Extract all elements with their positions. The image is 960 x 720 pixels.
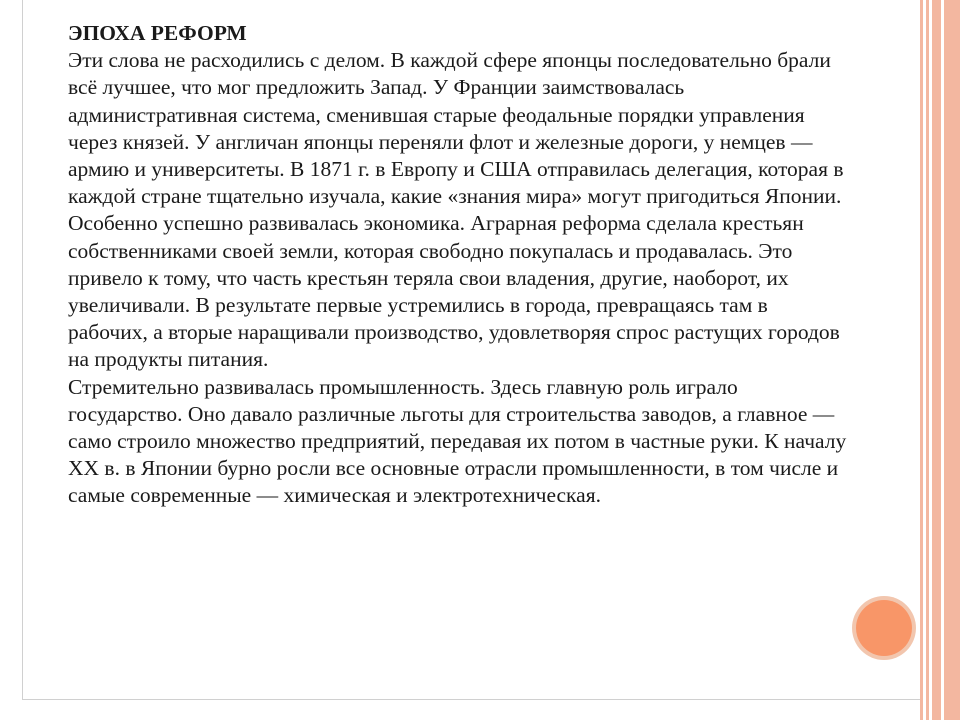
- paragraph-2: Особенно успешно развивалась экономика. Аграрная реформа сделала крестьян собственниками своей земли, которая свободно покупалась и продавалась. Это привело к тому, что часть крестьян теряла свои владения, другие, наоборот, их увеличивали. В результате первые устремились в города, превращаясь там в рабочих, а вторые наращивали производство, удовлетворяя спрос растущих городов на продукты питания.: [68, 211, 840, 372]
- paragraph-3: Стремительно развивалась промышленность. Здесь главную роль играло государство. Оно давало различные льготы для строительства заводов, а главное — само строило множество предприятий, передавая их потом в частные руки. К началу XX в. в Японии бурно росли все основные отрасли промышленности, в том числе и самые современные — химическая и электротехническая.: [68, 374, 847, 508]
- stripe: [920, 0, 923, 720]
- decorative-stripes: [920, 0, 960, 720]
- decorative-circle: [856, 600, 912, 656]
- stripe: [932, 0, 941, 720]
- slide-title: ЭПОХА РЕФОРМ: [68, 21, 247, 45]
- stripe: [926, 0, 929, 720]
- slide-body: [68, 20, 848, 510]
- paragraph-1: Эти слова не расходились с делом. В каждой сфере японцы последовательно брали всё лучшее, что мог предложить Запад. У Франции заимствовалась административная система, сменившая старые феодальные порядки управления через князей. У англичан японцы переняли флот и железные дороги, у немцев — армию и университеты. В 1871 г. в Европу и США отправилась делегация, которая в каждой стране тщательно изучала, какие «знания мира» могут пригодиться Японии.: [68, 48, 844, 209]
- stripe: [944, 0, 960, 720]
